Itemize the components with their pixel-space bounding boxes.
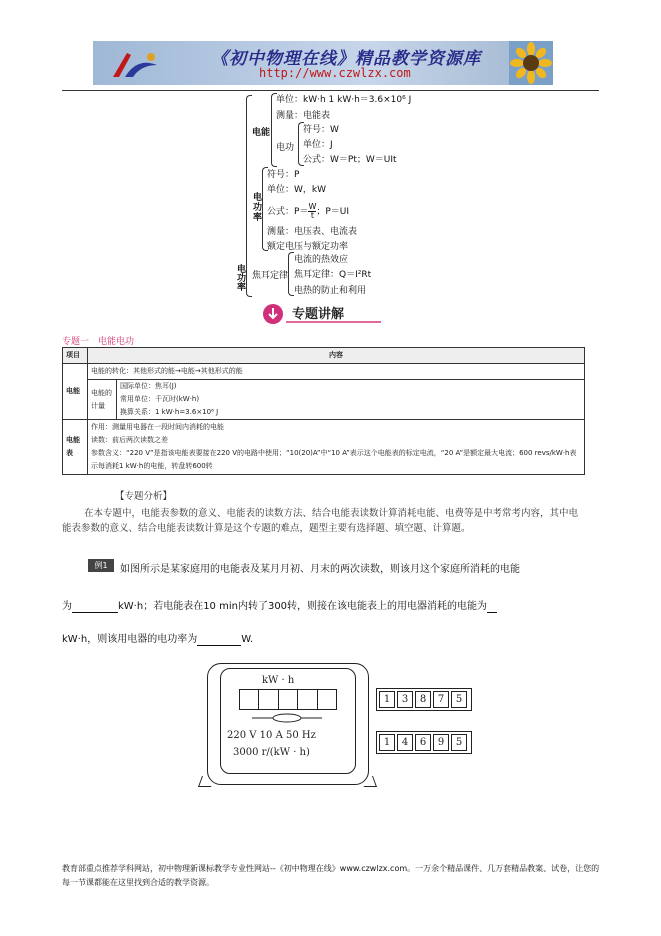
tree-energy-label: 电能 [252,128,271,138]
row1-label: 电能 [63,364,88,420]
meter-foot-left [198,776,215,787]
line2-text: kW·h；若电能表在10 min内转了300转，则接在该电能表上的用电器消耗的电能为 [118,601,488,612]
meter-rotor-disc [252,712,322,724]
reading-end-digit: 4 [397,734,413,751]
table-row [63,420,585,475]
tree-root-label [235,264,244,294]
tree-work-symbol: 符号：W [303,125,339,135]
row2-line2: 读数：前后两次读数之差 [91,436,168,444]
tree-joule-heat: 电流的热效应 [294,255,349,265]
tree-root-text: 电功率 [235,264,245,291]
row1-sub-2: 常用单位：千瓦时(kW·h) [120,395,200,403]
row1-sub-label: 电能的计量 [88,380,117,419]
reading-start-digit: 1 [379,691,395,708]
formula-suffix: ；P＝UI [316,207,350,217]
formula-denominator: t [310,211,314,220]
tree-joule-law: 焦耳定律：Q＝I²Rt [294,270,372,280]
meter-spec: 220 V 10 A 50 Hz [227,730,316,741]
download-arrow-icon [263,304,283,324]
tree-power-measure: 测量：电压表、电流表 [267,227,358,237]
tree-work-formula: 公式：W＝Pt；W＝UIt [303,155,397,165]
table-row [63,364,585,420]
row1-sub-1: 国际单位：焦耳(J) [120,382,177,390]
meter-unit: kW · h [262,675,295,686]
reading-start [376,688,472,711]
section-title: 专题讲解 [292,307,345,322]
tree-work-unit: 单位：J [303,140,333,150]
reading-end-digit: 1 [379,734,395,751]
banner-title: 《初中物理在线》精品教学资源库 [211,49,481,69]
line3-suffix: W. [241,634,254,645]
tree-work-label: 电功 [276,143,295,153]
formula-numerator: W [308,202,317,211]
row2-line1: 作用：测量用电器在一段时间内消耗的电能 [91,423,224,431]
tree-power-label: 电功率 [253,193,263,223]
reading-end-digit: 9 [433,734,449,751]
answer-blank-1[interactable] [72,601,118,613]
example-line1: 如图所示是某家庭用的电能表及某月月初、月末的两次读数，则该月这个家庭所消耗的电能 [120,564,520,575]
header-rule [62,90,599,91]
footer-text: 教育部重点推荐学科网站，初中物理新课标教学专业性网站--《初中物理在线》www.czwlzx.com。一万余个精品课件、几万套精品教案、试卷，让您的每一节课都能在这里找到合适的教学资源。 [62,864,600,887]
topic-heading: 专题一 电能电功 [62,337,135,347]
row1-conversion: 电能的转化：其他形式的能→电能→其他形式的能 [88,364,584,380]
tree-joule-use: 电热的防止和利用 [294,286,367,296]
reading-start-digit: 3 [397,691,413,708]
example-line2 [62,597,497,613]
section-underline [286,321,381,323]
analysis-body: 在本专题中，电能表参数的意义、电能表的读数方法、结合电能表读数计算消耗电能、电费等是中考常考内容，其中电能表参数的意义、结合电能表读数计算是这个专题的难点，题型主要有选择题、填空题、计算题。 [62,508,579,534]
row2-line3: 参数含义：“220 V”是指该电能表要接在220 V的电路中使用；“10(20)A”中“10 A”表示这个电能表的标定电流，“20 A”是额定最大电流；600 revs/kW·h表示每消耗1 kW·h的电能，转盘转600转 [91,449,577,470]
sunflower-icon [509,41,553,85]
line2-prefix: 为 [62,601,72,612]
example-line3 [62,630,253,646]
tree-power-symbol: 符号：P [267,170,300,180]
reading-start-decimal: 5 [451,691,467,708]
reading-end-digit: 6 [415,734,431,751]
meter-revs: 3000 r/(kW · h) [233,747,310,758]
content-table [62,347,585,475]
reading-start-digit: 8 [415,691,431,708]
table-header-item: 项目 [63,348,88,364]
meter-foot-right [360,776,377,787]
tree-energy-unit: 单位：kW·h 1 kW·h＝3.6×10⁶ J [276,95,412,105]
logo-icon [107,47,163,81]
tree-power-formula [267,203,349,220]
table-header-row [63,348,585,364]
tree-joule-label: 焦耳定律 [252,271,289,281]
formula-prefix: 公式：P＝ [267,207,309,217]
reading-end-decimal: 5 [451,734,467,751]
tree-power-unit: 单位：W，kW [267,185,327,195]
reading-start-digit: 7 [433,691,449,708]
row1-sub-3: 换算关系：1 kW·h=3.6×10⁶ J [120,408,219,416]
reading-end [376,731,472,754]
tree-power-rated: 额定电压与额定功率 [267,242,349,252]
tree-energy-measure: 测量：电能表 [276,111,331,121]
line3-text: kW·h，则该用电器的电功率为 [62,634,198,645]
meter-digit-window [239,689,337,710]
answer-blank-2[interactable] [487,601,497,613]
banner-url[interactable]: http://www.czwlzx.com [259,66,411,80]
analysis-heading: 【专题分析】 [115,491,173,502]
answer-blank-3[interactable] [197,634,241,646]
row2-label: 电能表 [63,420,88,475]
table-header-content: 内容 [88,348,585,364]
example-badge: 例1 [88,559,114,572]
header-banner [93,41,553,85]
